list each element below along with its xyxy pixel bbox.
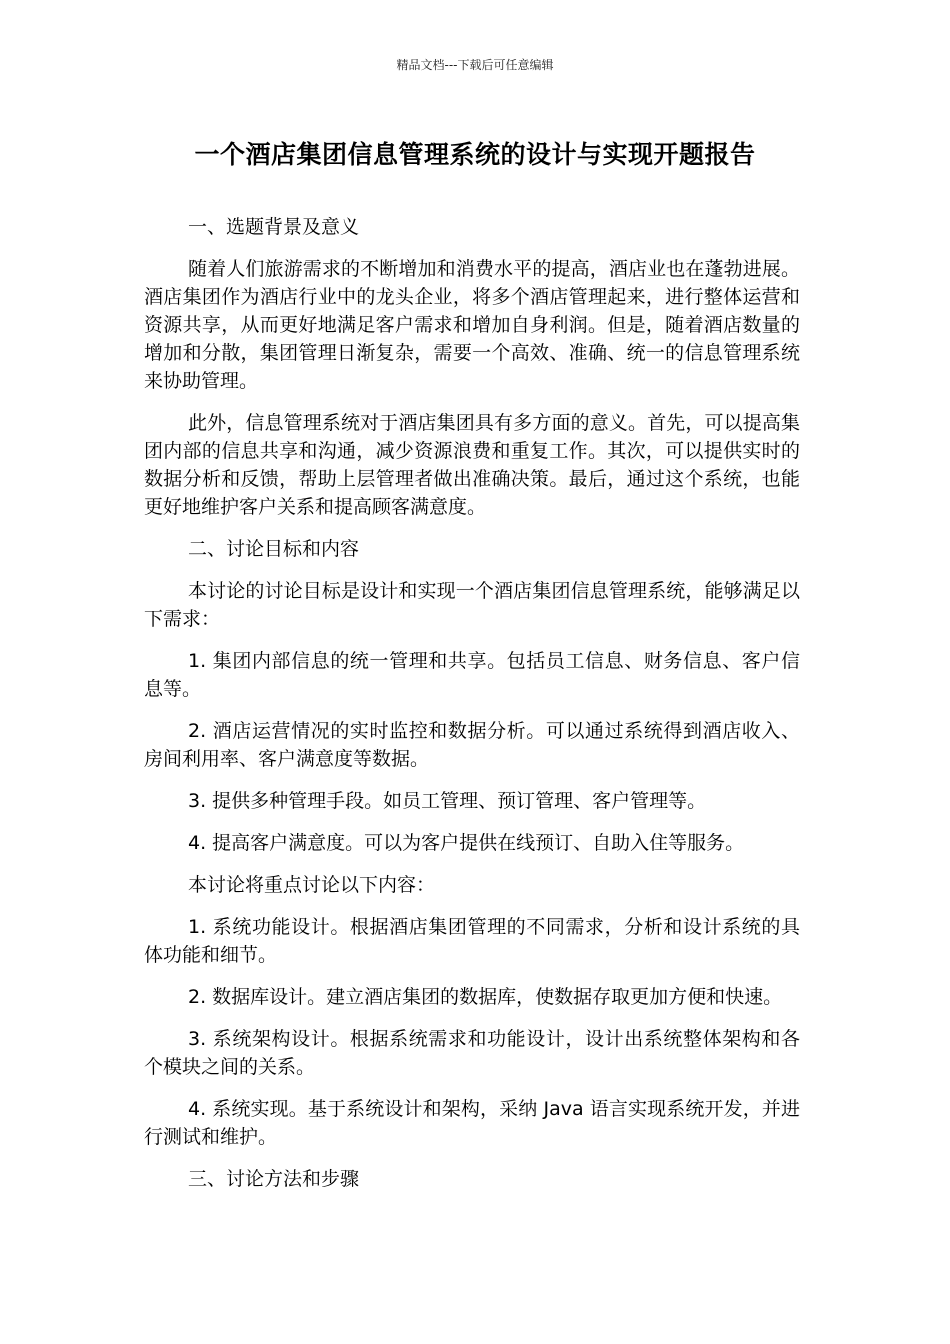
list-item-content-4: 4. 系统实现。基于系统设计和架构，采纳 Java 语言实现系统开发，并进行测试和维护。 <box>144 1098 800 1148</box>
list-item-goal-1: 1. 集团内部信息的统一管理和共享。包括员工信息、财务信息、客户信息等。 <box>144 650 800 700</box>
list-item-goal-4: 4. 提高客户满意度。可以为客户提供在线预订、自助入住等服务。 <box>188 832 745 854</box>
document-title: 一个酒店集团信息管理系统的设计与实现开题报告 <box>194 140 756 169</box>
list-item-content-2: 2. 数据库设计。建立酒店集团的数据库，使数据存取更加方便和快速。 <box>188 986 783 1008</box>
paragraph-goals-intro: 本讨论的讨论目标是设计和实现一个酒店集团信息管理系统，能够满足以下需求： <box>144 580 800 630</box>
header-note: 精品文档---下载后可任意编辑 <box>396 58 554 72</box>
section-heading-methods: 三、讨论方法和步骤 <box>188 1168 360 1190</box>
paragraph-significance: 此外，信息管理系统对于酒店集团具有多方面的意义。首先，可以提高集团内部的信息共享和沟通，减少资源浪费和重复工作。其次，可以提供实时的数据分析和反馈，帮助上层管理者做出准确决策。最后，通过这个系统，也能更好地维护客户关系和提高顾客满意度。 <box>144 412 800 518</box>
list-item-content-1: 1. 系统功能设计。根据酒店集团管理的不同需求，分析和设计系统的具体功能和细节。 <box>144 916 800 966</box>
section-heading-goals: 二、讨论目标和内容 <box>188 538 360 560</box>
list-item-goal-2: 2. 酒店运营情况的实时监控和数据分析。可以通过系统得到酒店收入、房间利用率、客户满意度等数据。 <box>144 720 800 770</box>
section-heading-background: 一、选题背景及意义 <box>188 216 360 238</box>
document-body <box>144 213 800 1207</box>
list-item-goal-3: 3. 提供多种管理手段。如员工管理、预订管理、客户管理等。 <box>188 790 707 812</box>
list-item-content-3: 3. 系统架构设计。根据系统需求和功能设计，设计出系统整体架构和各个模块之间的关系。 <box>144 1028 800 1078</box>
paragraph-content-intro: 本讨论将重点讨论以下内容： <box>188 874 436 896</box>
paragraph-background: 随着人们旅游需求的不断增加和消费水平的提高，酒店业也在蓬勃进展。酒店集团作为酒店行业中的龙头企业，将多个酒店管理起来，进行整体运营和资源共享，从而更好地满足客户需求和增加自身利润。但是，随着酒店数量的增加和分散，集团管理日渐复杂，需要一个高效、准确、统一的信息管理系统来协助管理。 <box>144 258 800 392</box>
